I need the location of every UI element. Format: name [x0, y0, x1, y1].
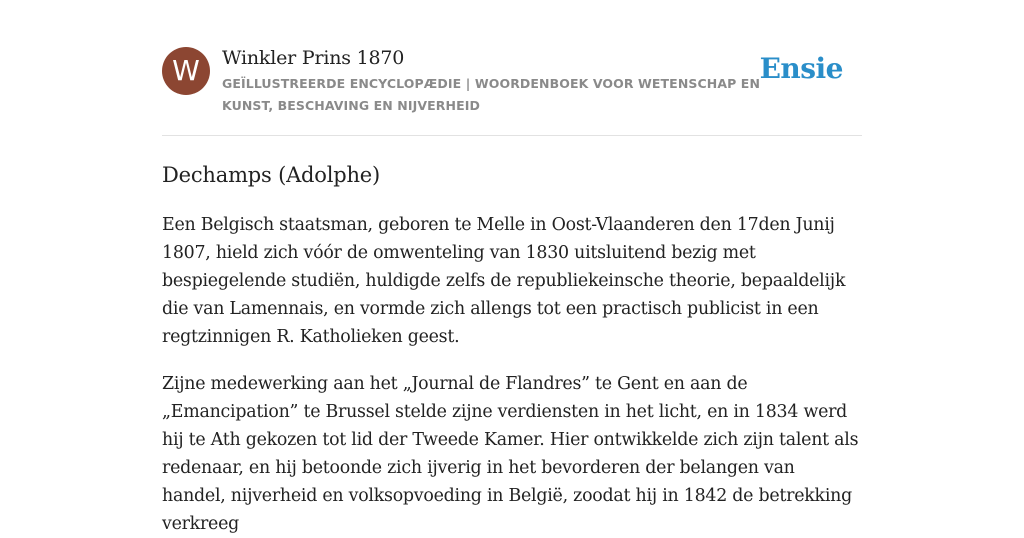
entry-paragraph: Een Belgisch staatsman, geboren te Melle in Oost-Vlaanderen den 17den Junij 1807, hield zich vóór de omwenteling van 1830 uitsluitend bezig met bespiegelende studiën, huldigde zelfs de republiekeinsche theorie, bepaaldelijk die van Lamennais, en vormde zich allengs tot een practisch publicist in een regtzinnigen R. Katholieken geest. [162, 215, 846, 347]
entry-title: Dechamps (Adolphe) [162, 163, 381, 187]
source-avatar[interactable]: W [162, 47, 210, 95]
entry-paragraph: Zijne medewerking aan het „Journal de Flandres” te Gent en aan de „Emancipation” te Brussel stelde zijne verdiensten in het licht, en in 1834 werd hij te Ath gekozen tot lid der Tweede Kamer. Hier ontwikkelde zich zijn talent als redenaar, en hij betoonde zich ijverig in het bevorderen der belangen van handel, nijverheid en volksopvoeding in België, zoodat hij in 1842 de betrekking verkreeg [162, 374, 859, 534]
ensie-logo-link[interactable]: Ensie [759, 52, 843, 85]
source-info [222, 46, 762, 117]
site-header [162, 46, 862, 136]
source-title[interactable]: Winkler Prins 1870 [222, 47, 405, 69]
page [162, 0, 862, 538]
entry-body [162, 211, 862, 538]
source-subtitle: GEÏLLUSTREERDE ENCYCLOPÆDIE | WOORDENBOEK VOOR WETENSCHAP EN KUNST, BESCHAVING EN NIJVERHEID [222, 76, 761, 113]
